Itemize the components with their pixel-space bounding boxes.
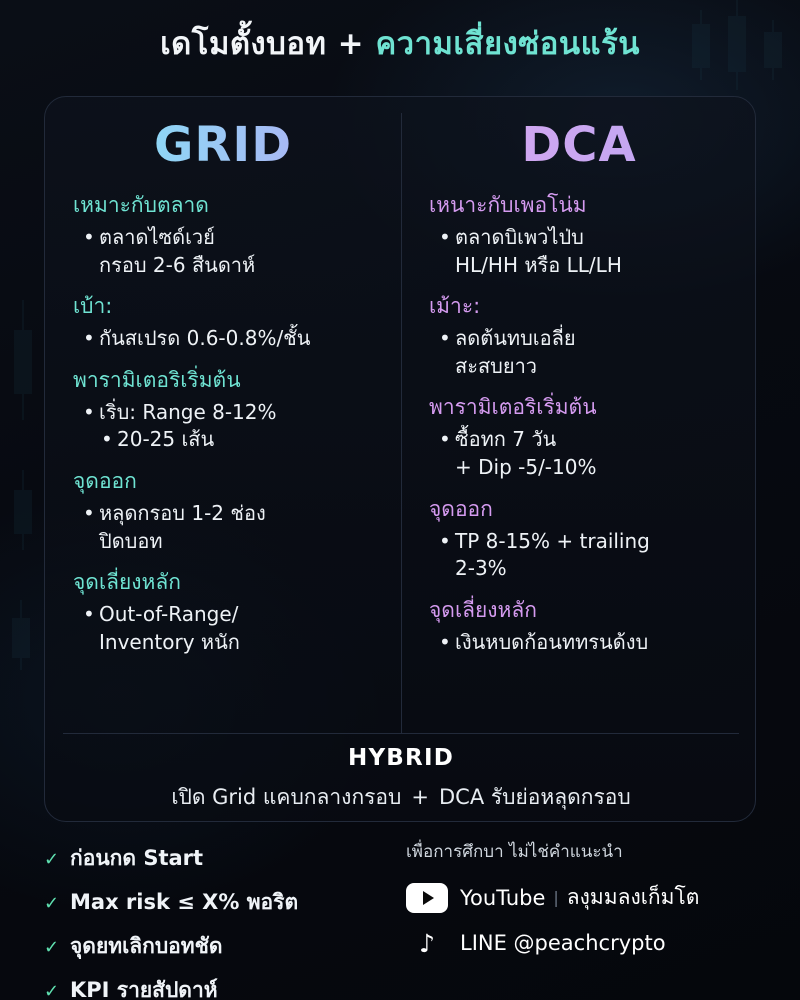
page-title-part1: เดโมตั้งบอท + xyxy=(160,26,376,62)
section-heading: จุดเลี่ยงหลัก xyxy=(73,570,181,595)
footer xyxy=(0,834,800,1000)
social-separator: | xyxy=(553,888,559,907)
list-item: 2-3% xyxy=(455,556,507,581)
list-item: กรอบ 2-6 สืนดาห์ xyxy=(99,252,256,277)
tiktok-icon: ♪ xyxy=(419,928,435,958)
hybrid-title: HYBRID xyxy=(348,745,454,771)
youtube-handle: ลงุมมลงเก็มโต xyxy=(566,885,700,909)
list-item: + Dip -5/-10% xyxy=(455,454,597,479)
checklist-item xyxy=(44,886,404,919)
checklist-item-label: Max risk ≤ X% พอริต xyxy=(70,890,299,914)
hybrid-description xyxy=(45,781,757,814)
disclaimer-text: เพื่อการศึกบา ไม่ไช่คำแนะนำ xyxy=(406,842,623,862)
section-list xyxy=(81,602,375,655)
list-item: สะสบยาว xyxy=(455,353,538,378)
section-list xyxy=(437,630,731,656)
column-dca xyxy=(401,117,757,657)
list-item: HL/HH หรือ LL/LH xyxy=(455,252,622,277)
section-list xyxy=(437,326,731,379)
section-list xyxy=(81,225,375,278)
check-icon: ✓ xyxy=(44,849,60,870)
section-list xyxy=(437,529,731,582)
list-item: • หลุดกรอบ 1-2 ช่อง xyxy=(81,501,375,527)
section-list xyxy=(81,400,375,453)
section-heading: พารามิเตอริเริ่มต้น xyxy=(429,395,597,420)
column-grid xyxy=(45,117,401,657)
list-item: • TP 8-15% + trailing xyxy=(437,529,731,555)
hybrid-left-text: เปิด Grid แคบกลางกรอบ xyxy=(171,785,402,809)
section-list xyxy=(81,501,375,554)
list-item: • 20-25 เส้น xyxy=(81,427,375,453)
list-item: • ซื้อทก 7 วัน xyxy=(437,427,731,453)
line-label: LINE @peachcrypto xyxy=(460,931,666,955)
check-icon: ✓ xyxy=(44,937,60,958)
list-item: • ตลาดบิเพวไป่บ xyxy=(437,225,731,251)
list-item: • เริ่บ: Range 8-12% xyxy=(81,400,375,426)
section-heading: เบ้า: xyxy=(73,294,113,319)
checklist-item xyxy=(44,842,404,875)
youtube-label: YouTube xyxy=(460,885,546,910)
list-item: ปิดบอท xyxy=(99,528,163,553)
section-heading: เหนาะกับเพอโน่ม xyxy=(429,193,587,217)
list-item: Inventory หนัก xyxy=(99,629,240,654)
page-title-part2: ความเสี่ยงซ่อนแร้น xyxy=(375,26,640,62)
hybrid-plus: + xyxy=(411,785,429,809)
comparison-card xyxy=(44,96,756,822)
section-heading: จุดออก xyxy=(73,468,137,493)
section-heading: จุดเลี่ยงหลัก xyxy=(429,597,537,622)
section-heading: จุดออก xyxy=(429,496,493,521)
list-item: • เงินหบดก้อนททรนด้งบ xyxy=(437,630,731,656)
section-list xyxy=(81,326,375,352)
column-heading-dca: DCA xyxy=(427,117,731,173)
checklist-item-label: จุดยทเลิกบอทชัด xyxy=(70,934,223,958)
page-title xyxy=(0,18,800,68)
section-heading: เหมาะกับตลาด xyxy=(73,193,209,217)
social-youtube[interactable] xyxy=(406,881,786,914)
checklist xyxy=(44,842,404,1000)
section-list xyxy=(437,427,731,480)
check-icon: ✓ xyxy=(44,893,60,914)
checklist-item xyxy=(44,930,404,963)
check-icon: ✓ xyxy=(44,981,60,1000)
footer-right xyxy=(406,838,786,972)
list-item: • Out-of-Range/ xyxy=(81,602,375,628)
list-item: • กันสเปรด 0.6-0.8%/ชั้น xyxy=(81,326,375,352)
section-list xyxy=(437,225,731,278)
hybrid-right-text: DCA รับย่อหลุดกรอบ xyxy=(438,785,631,809)
section-heading: เม้าะ: xyxy=(429,294,481,319)
checklist-item-label: KPI รายสัปดาห์ xyxy=(70,978,218,1000)
column-heading-grid: GRID xyxy=(71,117,375,173)
hybrid-divider xyxy=(63,733,739,734)
hybrid-section xyxy=(45,745,757,814)
list-item: • ตลาดไซด์เวย์ xyxy=(81,225,375,251)
section-heading: พารามิเตอริเริ่มต้น xyxy=(73,367,241,392)
youtube-icon xyxy=(406,883,448,913)
checklist-item xyxy=(44,974,404,1000)
list-item: • ลดต้นทบเอลี่ย xyxy=(437,326,731,352)
checklist-item-label: ก่อนกด Start xyxy=(70,846,204,870)
social-line[interactable] xyxy=(406,928,786,958)
